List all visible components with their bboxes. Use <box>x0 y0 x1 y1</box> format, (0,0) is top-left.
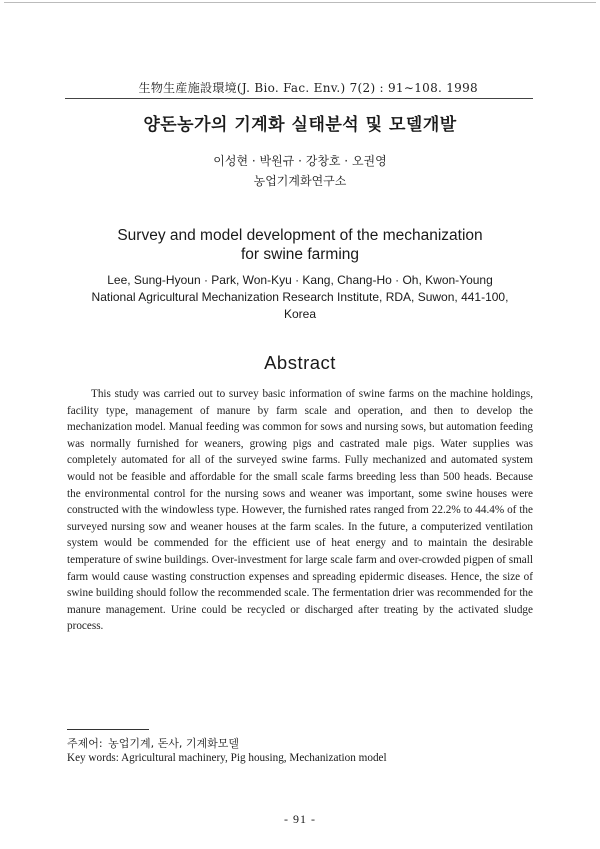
page-frame <box>4 2 596 9</box>
korean-title: 양돈농가의 기계화 실태분석 및 모델개발 <box>143 115 457 135</box>
abstract-body: This study was carried out to survey basic information of swine farms on the machine holdings, facility type, management of manure by farm scale and operation, and then to develop the mechanization model. Manual feeding was common for sows and nursing sows, but automation feeding was normally furnished for weaners, growing pigs and castrated male pigs. Water supplies was completely automated for all of the surveyed swine farms. Fully mechanized and automated system would not be feasible and affordable for the small scale farms breeding less than 500 heads. Because the environmental control for the nursing sows and weaner was important, some swine houses were constructed with the windowless type. However, the furnished rates ranged from 22.2% to 44.4% of the surveyed nursing sow and weaner houses at the farm scales. In the future, a computerized ventilation system would be commended for the efficient use of heat energy and to maintain the desirable temperature of swine buildings. Over-investment for large scale farm and over-crowded pigpen of small farm would cause wasting construction expenses and spreading epidermic diseases. Hence, the size of swine building should follow the recommended scale. The fermentation drier was recommended for the manure management. Urine could be recycled or discharged after treating by the activated sludge process. <box>67 388 533 633</box>
english-title-line-1: Survey and model development of the mechanization <box>117 227 483 244</box>
footnote-rule <box>67 729 149 730</box>
english-authors: Lee, Sung-Hyoun · Park, Won-Kyu · Kang, Chang-Ho · Oh, Kwon-Young <box>107 273 493 287</box>
korean-keywords-label: 주제어: <box>67 737 103 750</box>
page-number: - 91 - <box>284 812 316 826</box>
english-author-block <box>0 272 600 323</box>
header-rule <box>65 98 533 99</box>
journal-header: 生物生産施設環境(J. Bio. Fac. Env.) 7(2) : 91∼108. 1998 <box>138 81 478 95</box>
english-affiliation-line-1: National Agricultural Mechanization Research Institute, RDA, Suwon, 441-100, <box>91 290 509 304</box>
english-keywords-label: Key words: <box>67 752 119 764</box>
korean-affiliation: 농업기계화연구소 <box>253 174 347 188</box>
korean-keywords-text: 농업기계, 돈사, 기계화모델 <box>108 737 239 750</box>
english-keywords <box>67 752 387 764</box>
korean-keywords <box>67 735 239 751</box>
abstract-heading: Abstract <box>264 352 336 373</box>
korean-authors: 이성현 · 박원규 · 강창호 · 오권영 <box>213 154 387 168</box>
english-affiliation-line-2: Korea <box>283 307 317 321</box>
english-title <box>0 226 600 264</box>
english-keywords-text: Agricultural machinery, Pig housing, Mechanization model <box>121 752 387 764</box>
english-title-line-2: for swine farming <box>240 246 359 263</box>
